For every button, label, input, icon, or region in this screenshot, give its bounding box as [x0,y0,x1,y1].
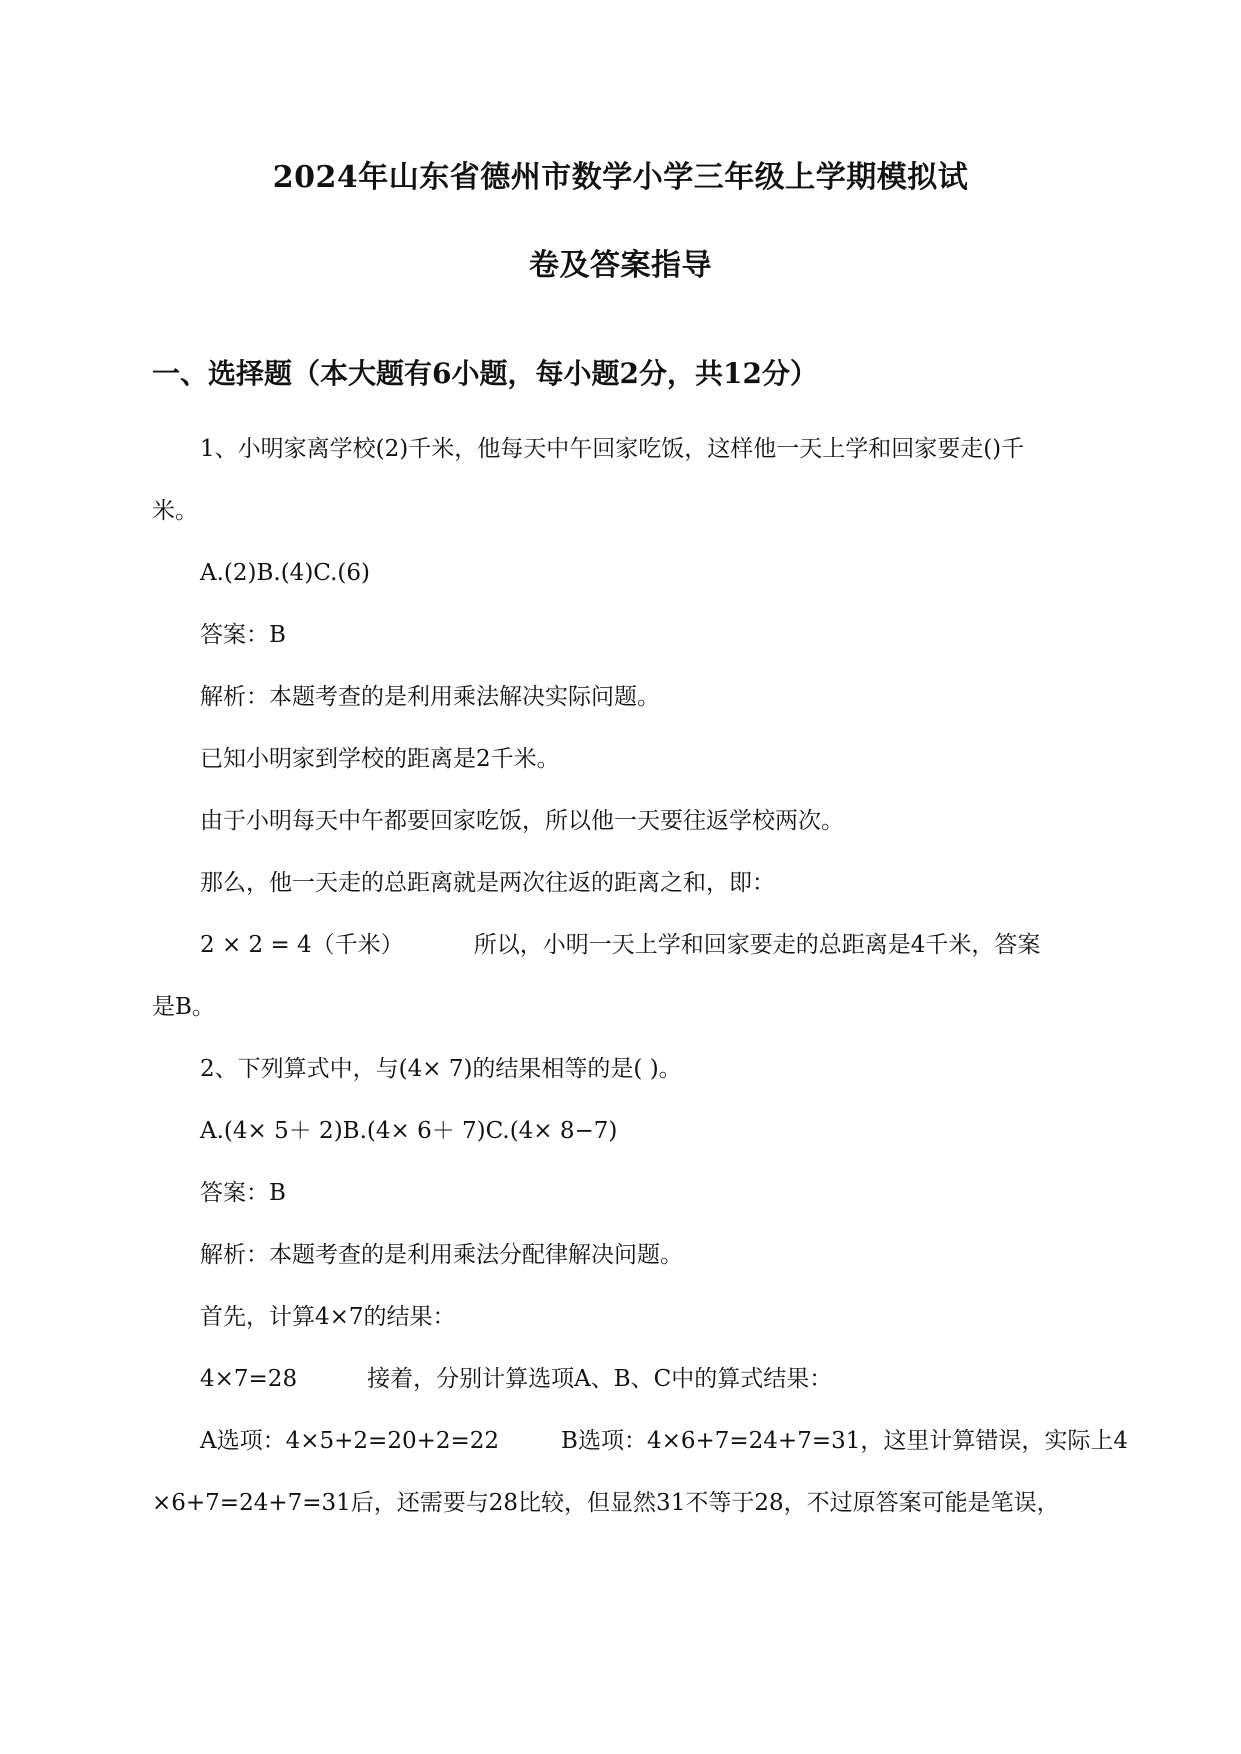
q2-option-b-calc: B选项：4×6+7=24+7=31，这里计算错误，实际上4 [561,1428,1129,1454]
q2-analysis-line-2: 首先，计算4×7的结果： [200,1304,456,1330]
document-title-line-1: 2024年山东省德州市数学小学三年级上学期模拟试 [272,160,969,195]
q1-analysis-line-3: 由于小明每天中午都要回家吃饭，所以他一天要往返学校两次。 [200,808,844,834]
q1-analysis-line-1: 解析：本题考查的是利用乘法解决实际问题。 [200,684,660,710]
q2-analysis-line-1: 解析：本题考查的是利用乘法分配律解决问题。 [200,1242,683,1268]
q1-analysis-line-4: 那么，他一天走的总距离就是两次往返的距离之和，即： [200,870,775,896]
q2-calc-line [200,1362,832,1396]
q2-options: A.(4× 5＋ 2)B.(4× 6＋ 7)C.(4× 8−7) [200,1118,618,1144]
q2-options-calc-line [200,1424,1128,1458]
q2-answer: 答案：B [200,1180,286,1206]
section-heading-multiple-choice: 一、选择题（本大题有6小题，每小题2分，共12分） [152,357,818,390]
q2-option-a-calc: A选项：4×5+2=20+2=22 [200,1428,500,1454]
q1-answer: 答案：B [200,622,286,648]
q1-calc-line [200,928,1040,962]
q2-wrap-line: ×6+7=24+7=31后，还需要与28比较，但显然31不等于28，不过原答案可能是笔误， [152,1490,1060,1516]
q1-calc-formula: 2 × 2 = 4（千米） [200,932,404,958]
q1-calc-wrap: 是B。 [152,994,215,1020]
document-title-line-2: 卷及答案指导 [529,248,712,283]
q1-analysis-line-2: 已知小明家到学校的距离是2千米。 [200,746,560,772]
q2-stem: 2、下列算式中，与(4× 7)的结果相等的是( )。 [200,1056,682,1082]
q1-options: A.(2)B.(4)C.(6) [200,560,370,586]
q2-calc-formula: 4×7=28 [200,1366,298,1392]
q2-calc-next: 接着，分别计算选项A、B、C中的算式结果： [367,1366,833,1392]
q1-stem-line-2: 米。 [152,498,198,524]
q1-stem-line-1: 1、小明家离学校(2)千米，他每天中午回家吃饭，这样他一天上学和回家要走()千 [200,436,1025,462]
q1-calc-conclusion: 所以，小明一天上学和回家要走的总距离是4千米，答案 [473,932,1041,958]
